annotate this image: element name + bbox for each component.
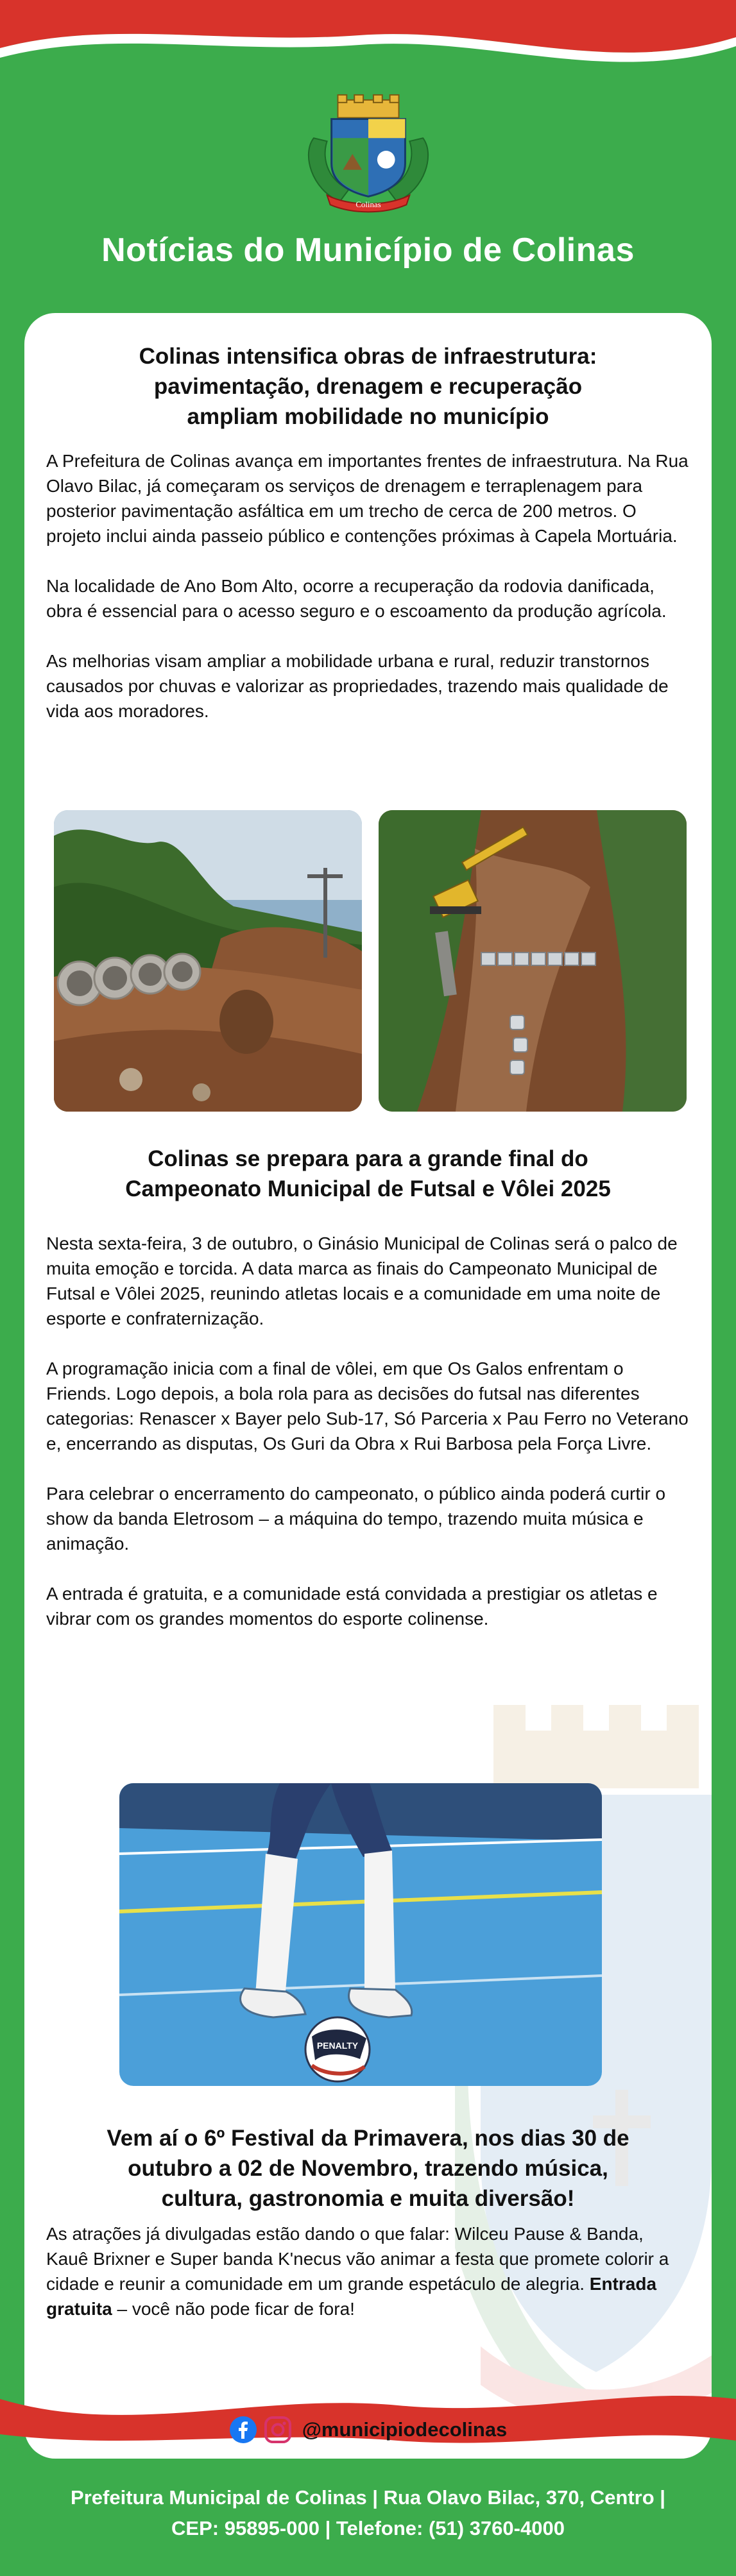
aerial-excavator-photo <box>379 810 687 1112</box>
article-paragraph: A Prefeitura de Colinas avança em importantes frentes de infraestrutura. Na Rua Olavo Bilac, já começaram os serviços de drenagem e terraplenagem para posterior pavimentação asfáltica em um trecho de cerca de 200 metros. O projeto inclui ainda passeio público e contenções próximas à Capela Mortuária. <box>46 451 689 546</box>
ball-brand-text: PENALTY <box>316 2040 359 2051</box>
article-paragraph: As melhorias visam ampliar a mobilidade urbana e rural, reduzir transtornos causados por chuvas e valorizar as propriedades, trazendo mais qualidade de vida aos moradores. <box>46 651 669 721</box>
article-paragraph: Nesta sexta-feira, 3 de outubro, o Ginásio Municipal de Colinas será o palco de muita emoção e torcida. A data marca as finais do Campeonato Municipal de Futsal e Vôlei 2025, reunindo atletas locais e a comunidade em uma noite de esporte e confraternização. <box>46 1233 678 1328</box>
article-headline: Vem aí o 6º Festival da Primavera, nos dias 30 de outubro a 02 de Novembro, trazendo música, cultura, gastronomia e muita diversão! <box>107 2126 629 2211</box>
page-title: Notícias do Município de Colinas <box>101 232 635 269</box>
futsal-player-photo <box>119 1783 602 2086</box>
article-headline: Colinas se prepara para a grande final do Campeonato Municipal de Futsal e Vôlei 2025 <box>125 1146 611 1201</box>
facebook-icon[interactable] <box>229 2416 257 2444</box>
footer-contact <box>0 2482 736 2544</box>
news-card <box>24 313 712 2459</box>
social-handle-link[interactable]: @municipiodecolinas <box>302 2418 508 2441</box>
instagram-icon[interactable] <box>264 2416 292 2444</box>
free-entry-text: Entrada gratuita <box>46 2274 657 2319</box>
footer-phone-line: CEP: 95895-000 | Telefone: (51) 3760-4000 <box>171 2517 565 2539</box>
article-paragraph: As atrações já divulgadas estão dando o que falar: Wilceu Pause & Banda, Kauê Brixner e Super banda K'necus vão animar a festa que promete colorir a cidade e reunir a comunidade em um grande espetáculo de alegria. Entrada gratuita – você não pode ficar de fora! <box>46 2224 669 2319</box>
social-media-row <box>0 2413 736 2446</box>
article-futsal-final <box>46 1144 690 1656</box>
article-spring-festival <box>46 2123 690 2346</box>
article-paragraph: Na localidade de Ano Bom Alto, ocorre a recuperação da rodovia danificada, obra é essencial para o acesso seguro e o escoamento da produção agrícola. <box>46 576 667 621</box>
crest-ribbon-text: Colinas <box>355 200 381 210</box>
article-paragraph: A programação inicia com a final de vôlei, em que Os Galos enfrentam o Friends. Logo depois, a bola rola para as decisões do futsal nas diferentes categorias: Renascer x Bayer pelo Sub-17, Só Parceria x Pau Ferro no Veterano e, encerrando as disputas, Os Guri da Obra x Rui Barbosa pela Força Livre. <box>46 1359 689 1453</box>
footer-address-line: Prefeitura Municipal de Colinas | Rua Olavo Bilac, 370, Centro | <box>71 2486 665 2509</box>
article-infrastructure <box>46 341 690 749</box>
article-paragraph: Para celebrar o encerramento do campeonato, o público ainda poderá curtir o show da banda Eletrosom – a máquina do tempo, trazendo muita música e animação. <box>46 1484 666 1554</box>
road-works-photo <box>54 810 362 1112</box>
article-headline: Colinas intensifica obras de infraestrutura: pavimentação, drenagem e recuperação ampliam mobilidade no município <box>139 344 597 429</box>
article-paragraph: A entrada é gratuita, e a comunidade está convidada a prestigiar os atletas e vibrar com os grandes momentos do esporte colinense. <box>46 1584 658 1629</box>
municipal-coat-of-arms-icon <box>305 93 432 215</box>
